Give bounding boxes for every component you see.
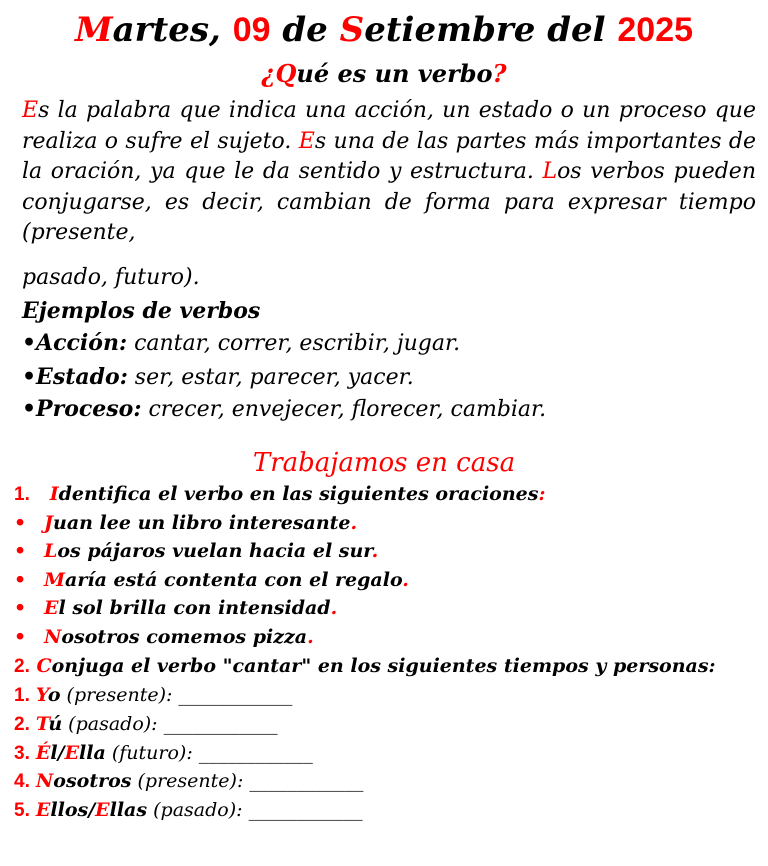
pronoun: lla	[79, 742, 106, 764]
sentence-text: aría está contenta con el regalo	[65, 569, 403, 591]
answer-blank: ____________	[163, 713, 278, 735]
task-initial: I	[49, 483, 59, 505]
bullet-icon: •	[14, 597, 27, 619]
bullet-icon: •	[14, 512, 27, 534]
example-label: •Acción:	[22, 330, 128, 356]
sentence-period: .	[371, 540, 379, 562]
sentence-initial: J	[44, 512, 53, 534]
sentence-initial: M	[44, 569, 66, 591]
answer-blank: ____________	[178, 684, 293, 706]
title-de: de	[270, 10, 340, 50]
list-item	[14, 537, 378, 565]
example-verbs: crecer, envejecer, florecer, cambiar.	[141, 397, 547, 422]
definition-sentence-1: s la palabra que indica una acción, un estado o un proceso que realiza o sufre el sujeto.	[22, 98, 756, 154]
sentence-text: l sol brilla con intensidad	[58, 597, 331, 619]
examples-heading: Ejemplos de verbos	[22, 298, 261, 324]
pronoun: llas	[109, 799, 148, 821]
tense-label: (futuro):	[105, 742, 199, 764]
pronoun-initial: E	[95, 799, 110, 821]
title-initial-s: S	[339, 10, 365, 50]
example-state	[22, 362, 414, 393]
pronoun-initial: N	[35, 770, 54, 792]
task-colon: :	[538, 483, 546, 505]
task-initial: C	[36, 655, 52, 677]
subtitle-open-question: ¿	[261, 59, 276, 88]
page-title	[0, 8, 768, 52]
task-text: dentifica el verbo en las siguientes oraciones	[58, 483, 539, 505]
example-process	[22, 394, 546, 425]
pronoun: l/	[50, 742, 65, 764]
definition-sentence-2: s una de las partes más importantes de la oración, ya que le da sentido y estructura.	[22, 128, 756, 184]
task-1-instruction	[14, 480, 545, 509]
tense-label: (presente):	[131, 770, 250, 792]
pronoun-initial: E	[64, 742, 80, 764]
example-label: •Estado:	[22, 364, 128, 390]
conjugation-row	[14, 739, 313, 768]
tense-label: (presente):	[60, 684, 179, 706]
conjugation-row	[14, 767, 363, 796]
example-verbs: cantar, correr, escribir, jugar.	[127, 331, 461, 356]
pronoun-initial: É	[35, 742, 51, 764]
homework-title: Trabajamos en casa	[252, 448, 516, 478]
title-day: artes,	[112, 10, 233, 50]
title-year: 2025	[617, 11, 694, 49]
title-initial-m: M	[74, 10, 113, 50]
subtitle-close-question: ?	[492, 59, 507, 88]
subtitle-initial: Q	[275, 59, 297, 88]
title-date-number: 09	[232, 11, 271, 49]
list-item	[14, 566, 409, 594]
list-item	[14, 623, 314, 651]
sentence-initial: N	[44, 626, 62, 648]
example-verbs: ser, estar, parecer, yacer.	[127, 365, 414, 390]
definition-sentence-3: os verbos pueden conjugarse, es decir, cambian de forma para expresar tiempo (presente,	[22, 159, 756, 245]
example-label: •Proceso:	[22, 396, 142, 422]
conjugation-row	[14, 710, 278, 739]
pronoun-initial: Y	[35, 684, 48, 706]
list-item	[14, 509, 357, 537]
row-number: 4.	[14, 771, 30, 792]
list-item	[14, 594, 337, 622]
definition-last-line: pasado, futuro).	[22, 265, 200, 290]
answer-blank: ____________	[249, 770, 364, 792]
example-action	[22, 328, 460, 359]
answer-blank: ____________	[198, 742, 313, 764]
pronoun-initial: T	[35, 713, 49, 735]
task-2-instruction	[14, 652, 716, 681]
task-number: 2.	[14, 656, 30, 677]
conjugation-row	[14, 796, 363, 825]
definition-initial-1: E	[22, 98, 39, 123]
row-number: 3.	[14, 743, 30, 764]
pronoun: osotros	[53, 770, 132, 792]
sentence-period: .	[307, 626, 314, 648]
pronoun: o	[47, 684, 61, 706]
answer-blank: ____________	[248, 799, 363, 821]
sentence-period: .	[350, 512, 358, 534]
subtitle-text: ué es un verbo	[296, 59, 493, 88]
row-number: 1.	[14, 685, 30, 706]
tense-label: (pasado):	[62, 713, 164, 735]
page-subtitle	[0, 58, 768, 90]
definition-paragraph	[22, 96, 756, 249]
row-number: 5.	[14, 800, 30, 821]
sentence-text: osotros comemos pizza	[61, 626, 308, 648]
row-number: 2.	[14, 714, 30, 735]
definition-initial-2: E	[298, 128, 315, 154]
sentence-text: uan lee un libro interesante	[53, 512, 351, 534]
task-text: onjuga el verbo "cantar" en los siguientes tiempos y personas:	[51, 655, 716, 677]
sentence-period: .	[402, 569, 409, 591]
pronoun: llos/	[50, 799, 96, 821]
sentence-initial: L	[44, 540, 58, 562]
sentence-period: .	[330, 597, 338, 619]
sentence-initial: E	[44, 597, 59, 619]
conjugation-row	[14, 681, 292, 710]
title-month: etiembre del	[364, 10, 618, 50]
bullet-icon: •	[14, 569, 27, 591]
bullet-icon: •	[14, 626, 27, 648]
definition-initial-3: L	[542, 159, 558, 184]
task-number: 1.	[14, 484, 30, 505]
tense-label: (pasado):	[147, 799, 249, 821]
pronoun-initial: E	[35, 799, 51, 821]
bullet-icon: •	[14, 540, 27, 562]
pronoun: ú	[48, 713, 63, 735]
sentence-text: os pájaros vuelan hacia el sur	[57, 540, 372, 562]
